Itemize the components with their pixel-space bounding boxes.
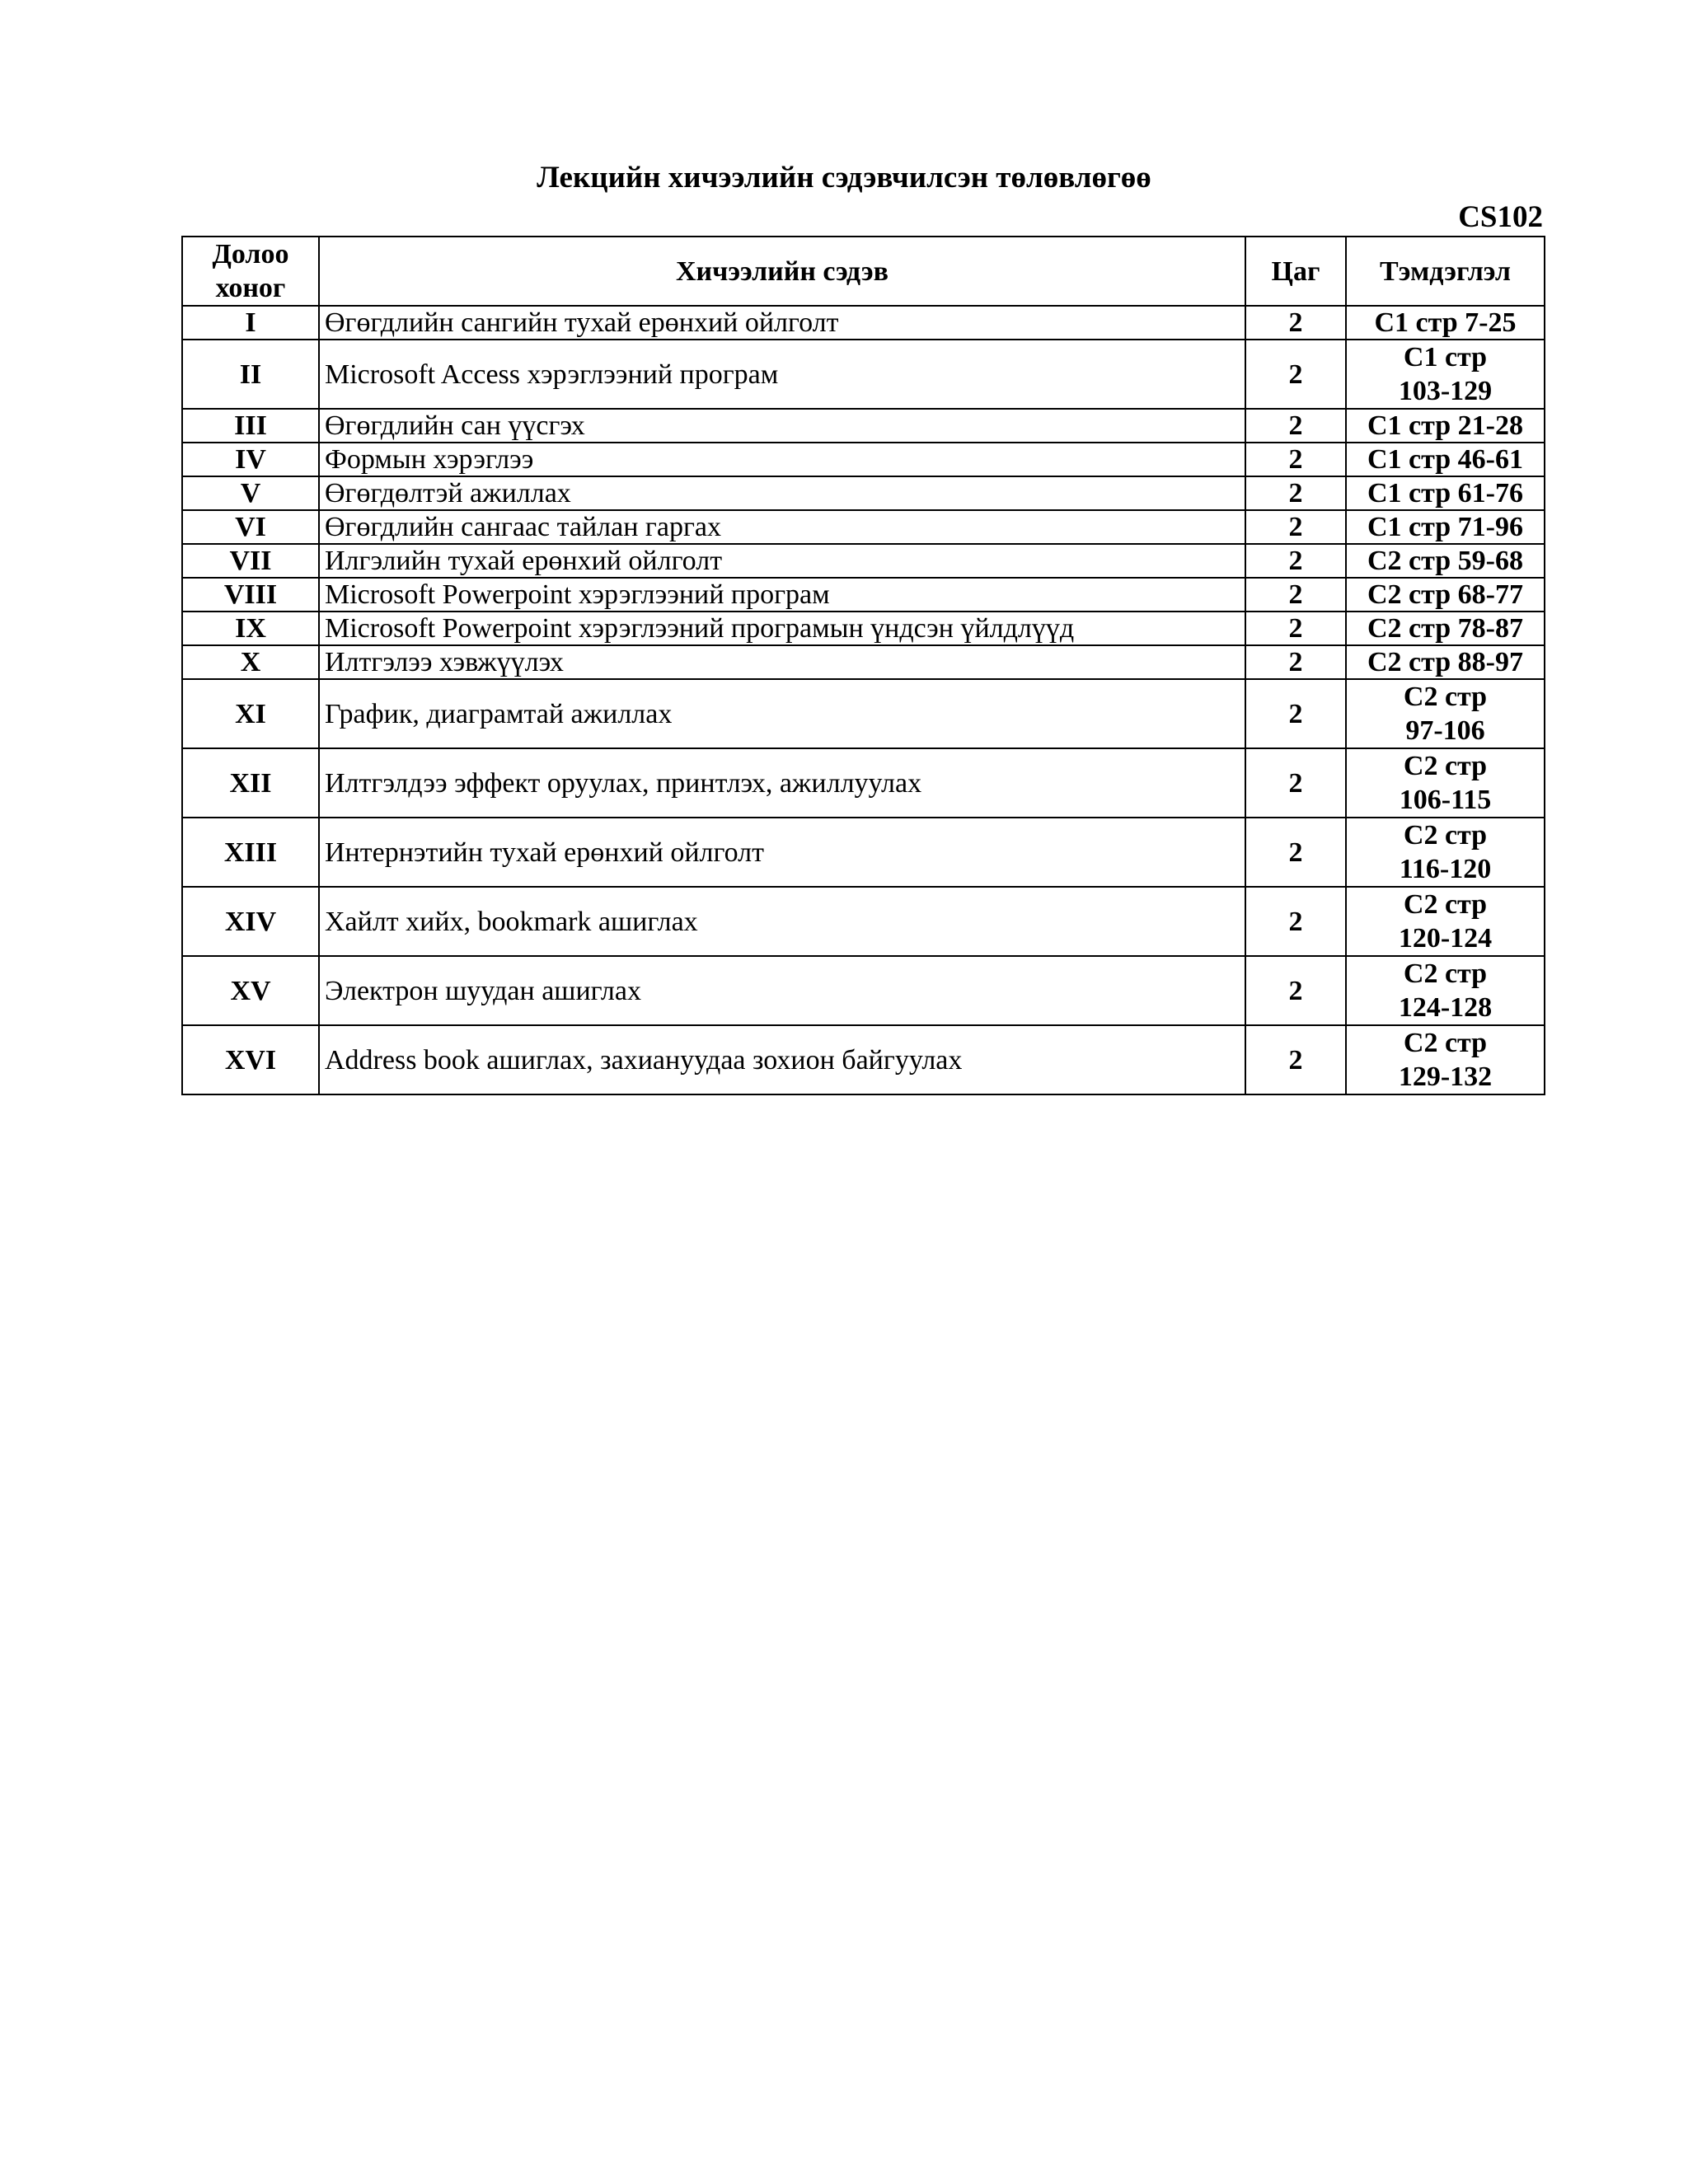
hours-cell: 2 — [1245, 306, 1346, 340]
note-line: 120-124 — [1398, 923, 1493, 954]
header-topic: Хичээлийн сэдэв — [319, 237, 1245, 306]
topic-cell: Илтгэлдээ эффект оруулах, принтлэх, ажиллуулах — [319, 748, 1245, 818]
note-cell — [1346, 510, 1545, 544]
note-cell — [1346, 306, 1545, 340]
note-cell — [1346, 956, 1545, 1025]
note-cell — [1346, 578, 1545, 612]
hours-cell: 2 — [1245, 443, 1346, 476]
note-cell — [1346, 887, 1545, 956]
header-week-line-1: Долоо — [212, 239, 289, 269]
table-row — [182, 340, 1545, 409]
topic-cell: Address book ашиглах, захиануудаа зохион байгуулах — [319, 1025, 1245, 1094]
topic-cell: Формын хэрэглээ — [319, 443, 1245, 476]
note-line: С2 стр — [1403, 889, 1488, 920]
table-row — [182, 748, 1545, 818]
note-cell — [1346, 645, 1545, 679]
week-cell: XI — [182, 679, 319, 748]
topic-cell: Microsoft Access хэрэглээний програм — [319, 340, 1245, 409]
week-cell: XIV — [182, 887, 319, 956]
week-cell: VI — [182, 510, 319, 544]
note-line: С1 стр 46-61 — [1367, 444, 1523, 475]
table-row — [182, 544, 1545, 578]
note-cell — [1346, 443, 1545, 476]
week-cell: III — [182, 409, 319, 443]
week-cell: XV — [182, 956, 319, 1025]
note-cell — [1346, 409, 1545, 443]
week-cell: XIII — [182, 818, 319, 887]
header-week — [182, 237, 319, 306]
hours-cell: 2 — [1245, 340, 1346, 409]
hours-cell: 2 — [1245, 1025, 1346, 1094]
table-row — [182, 956, 1545, 1025]
hours-cell: 2 — [1245, 818, 1346, 887]
table-row — [182, 578, 1545, 612]
table-row — [182, 818, 1545, 887]
note-line: С2 стр — [1403, 1028, 1488, 1058]
week-cell: I — [182, 306, 319, 340]
week-cell: VIII — [182, 578, 319, 612]
note-line: С1 стр 21-28 — [1367, 410, 1523, 441]
note-line: 103-129 — [1398, 376, 1493, 406]
week-cell: V — [182, 476, 319, 510]
topic-cell: Өгөгдлийн сангийн тухай ерөнхий ойлголт — [319, 306, 1245, 340]
topic-cell: Өгөгдөлтэй ажиллах — [319, 476, 1245, 510]
note-line: С2 стр — [1403, 751, 1488, 781]
hours-cell: 2 — [1245, 679, 1346, 748]
note-line: С2 стр 68-77 — [1367, 579, 1523, 610]
note-cell — [1346, 818, 1545, 887]
document-title: Лекцийн хичээлийн сэдэвчилсэн төлөвлөгөө — [537, 161, 1151, 194]
note-line: 97-106 — [1405, 715, 1485, 746]
note-line: С2 стр 88-97 — [1367, 647, 1523, 677]
topic-cell: Өгөгдлийн сан үүсгэх — [319, 409, 1245, 443]
week-cell: XVI — [182, 1025, 319, 1094]
hours-cell: 2 — [1245, 748, 1346, 818]
header-week-line-2: хоног — [215, 273, 286, 303]
topic-cell: Microsoft Powerpoint хэрэглээний програмын үндсэн үйлдлүүд — [319, 612, 1245, 645]
hours-cell: 2 — [1245, 510, 1346, 544]
week-cell: II — [182, 340, 319, 409]
note-line: С2 стр — [1403, 958, 1488, 989]
table-header-row — [182, 237, 1545, 306]
table-row — [182, 306, 1545, 340]
note-cell — [1346, 476, 1545, 510]
table-row — [182, 612, 1545, 645]
note-cell — [1346, 340, 1545, 409]
table-row — [182, 1025, 1545, 1094]
lecture-plan-table — [181, 236, 1545, 1095]
week-cell: XII — [182, 748, 319, 818]
table-row — [182, 409, 1545, 443]
topic-cell: График, диаграмтай ажиллах — [319, 679, 1245, 748]
hours-cell: 2 — [1245, 956, 1346, 1025]
note-cell — [1346, 612, 1545, 645]
topic-cell: Электрон шуудан ашиглах — [319, 956, 1245, 1025]
hours-cell: 2 — [1245, 544, 1346, 578]
table-row — [182, 679, 1545, 748]
table-row — [182, 443, 1545, 476]
table-row — [182, 887, 1545, 956]
hours-cell: 2 — [1245, 578, 1346, 612]
header-note: Тэмдэглэл — [1346, 237, 1545, 306]
note-line: С1 стр 7-25 — [1374, 307, 1517, 338]
note-cell — [1346, 544, 1545, 578]
note-line: 129-132 — [1398, 1062, 1493, 1092]
note-cell — [1346, 1025, 1545, 1094]
table-row — [182, 510, 1545, 544]
topic-cell: Илгэлийн тухай ерөнхий ойлголт — [319, 544, 1245, 578]
note-line: 124-128 — [1398, 992, 1493, 1023]
table-body — [182, 306, 1545, 1094]
note-line: 116-120 — [1399, 854, 1492, 884]
note-line: С1 стр 61-76 — [1367, 478, 1523, 509]
week-cell: IX — [182, 612, 319, 645]
hours-cell: 2 — [1245, 645, 1346, 679]
hours-cell: 2 — [1245, 887, 1346, 956]
note-line: С2 стр — [1403, 820, 1488, 851]
week-cell: IV — [182, 443, 319, 476]
note-line: С1 стр 71-96 — [1367, 512, 1523, 542]
note-cell — [1346, 679, 1545, 748]
note-line: С2 стр — [1403, 682, 1488, 712]
topic-cell: Хайлт хийх, bookmark ашиглах — [319, 887, 1245, 956]
note-cell — [1346, 748, 1545, 818]
table-row — [182, 645, 1545, 679]
hours-cell: 2 — [1245, 612, 1346, 645]
note-line: С1 стр — [1403, 342, 1488, 373]
topic-cell: Интернэтийн тухай ерөнхий ойлголт — [319, 818, 1245, 887]
hours-cell: 2 — [1245, 409, 1346, 443]
topic-cell: Microsoft Powerpoint хэрэглээний програм — [319, 578, 1245, 612]
header-hours: Цаг — [1245, 237, 1346, 306]
note-line: 106-115 — [1399, 785, 1492, 815]
week-cell: X — [182, 645, 319, 679]
week-cell: VII — [182, 544, 319, 578]
topic-cell: Өгөгдлийн сангаас тайлан гаргах — [319, 510, 1245, 544]
topic-cell: Илтгэлээ хэвжүүлэх — [319, 645, 1245, 679]
note-line: С2 стр 59-68 — [1367, 546, 1523, 576]
table-row — [182, 476, 1545, 510]
hours-cell: 2 — [1245, 476, 1346, 510]
course-code: CS102 — [1458, 200, 1543, 234]
note-line: С2 стр 78-87 — [1367, 613, 1523, 644]
